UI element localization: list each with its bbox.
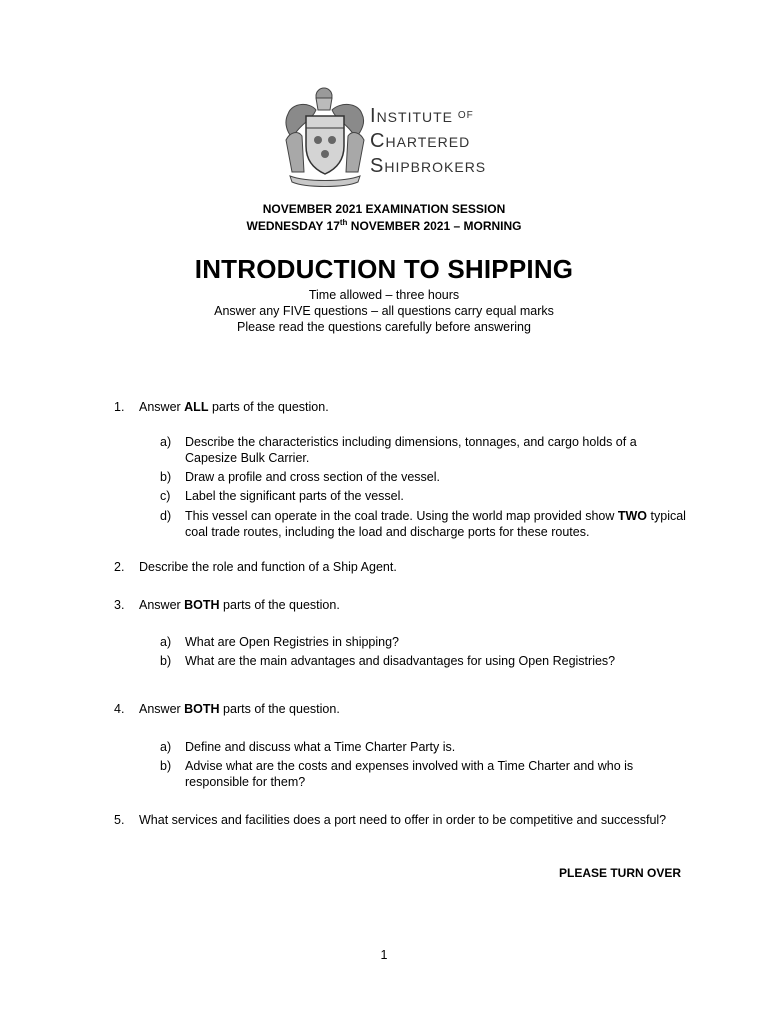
question-number: 1. <box>114 400 125 414</box>
question-text: What services and facilities does a port need to offer in order to be competitive and successful? <box>139 813 667 827</box>
instruction-time: Time allowed – three hours <box>308 288 460 302</box>
instruction-read: Please read the questions carefully before answering <box>237 320 531 334</box>
exam-date: WEDNESDAY 17th NOVEMBER 2021 – MORNING <box>246 218 522 233</box>
exam-session: NOVEMBER 2021 EXAMINATION SESSION <box>262 202 506 216</box>
page-number: 1 <box>380 948 388 962</box>
logo-wordmark: INSTITUTE $^{OF}$ CHARTERED SHIPBROKERS <box>370 105 487 177</box>
turn-over-notice: PLEASE TURN OVER <box>559 866 682 880</box>
question-number: 2. <box>114 560 125 574</box>
question-text: Answer BOTH parts of the question. <box>139 598 340 612</box>
question-text: Describe the role and function of a Ship Agent. <box>139 560 397 574</box>
question-text: Answer BOTH parts of the question. <box>139 702 340 716</box>
instruction-answer: Answer any FIVE questions – all questions carry equal marks <box>214 304 554 318</box>
question-number: 5. <box>114 813 125 827</box>
question-text: Answer ALL parts of the question. <box>139 400 329 414</box>
page-title: INTRODUCTION TO SHIPPING <box>194 254 574 284</box>
coat-of-arms-icon <box>282 84 368 188</box>
question-number: 3. <box>114 598 125 612</box>
question-number: 4. <box>114 702 125 716</box>
institute-logo <box>282 84 492 188</box>
